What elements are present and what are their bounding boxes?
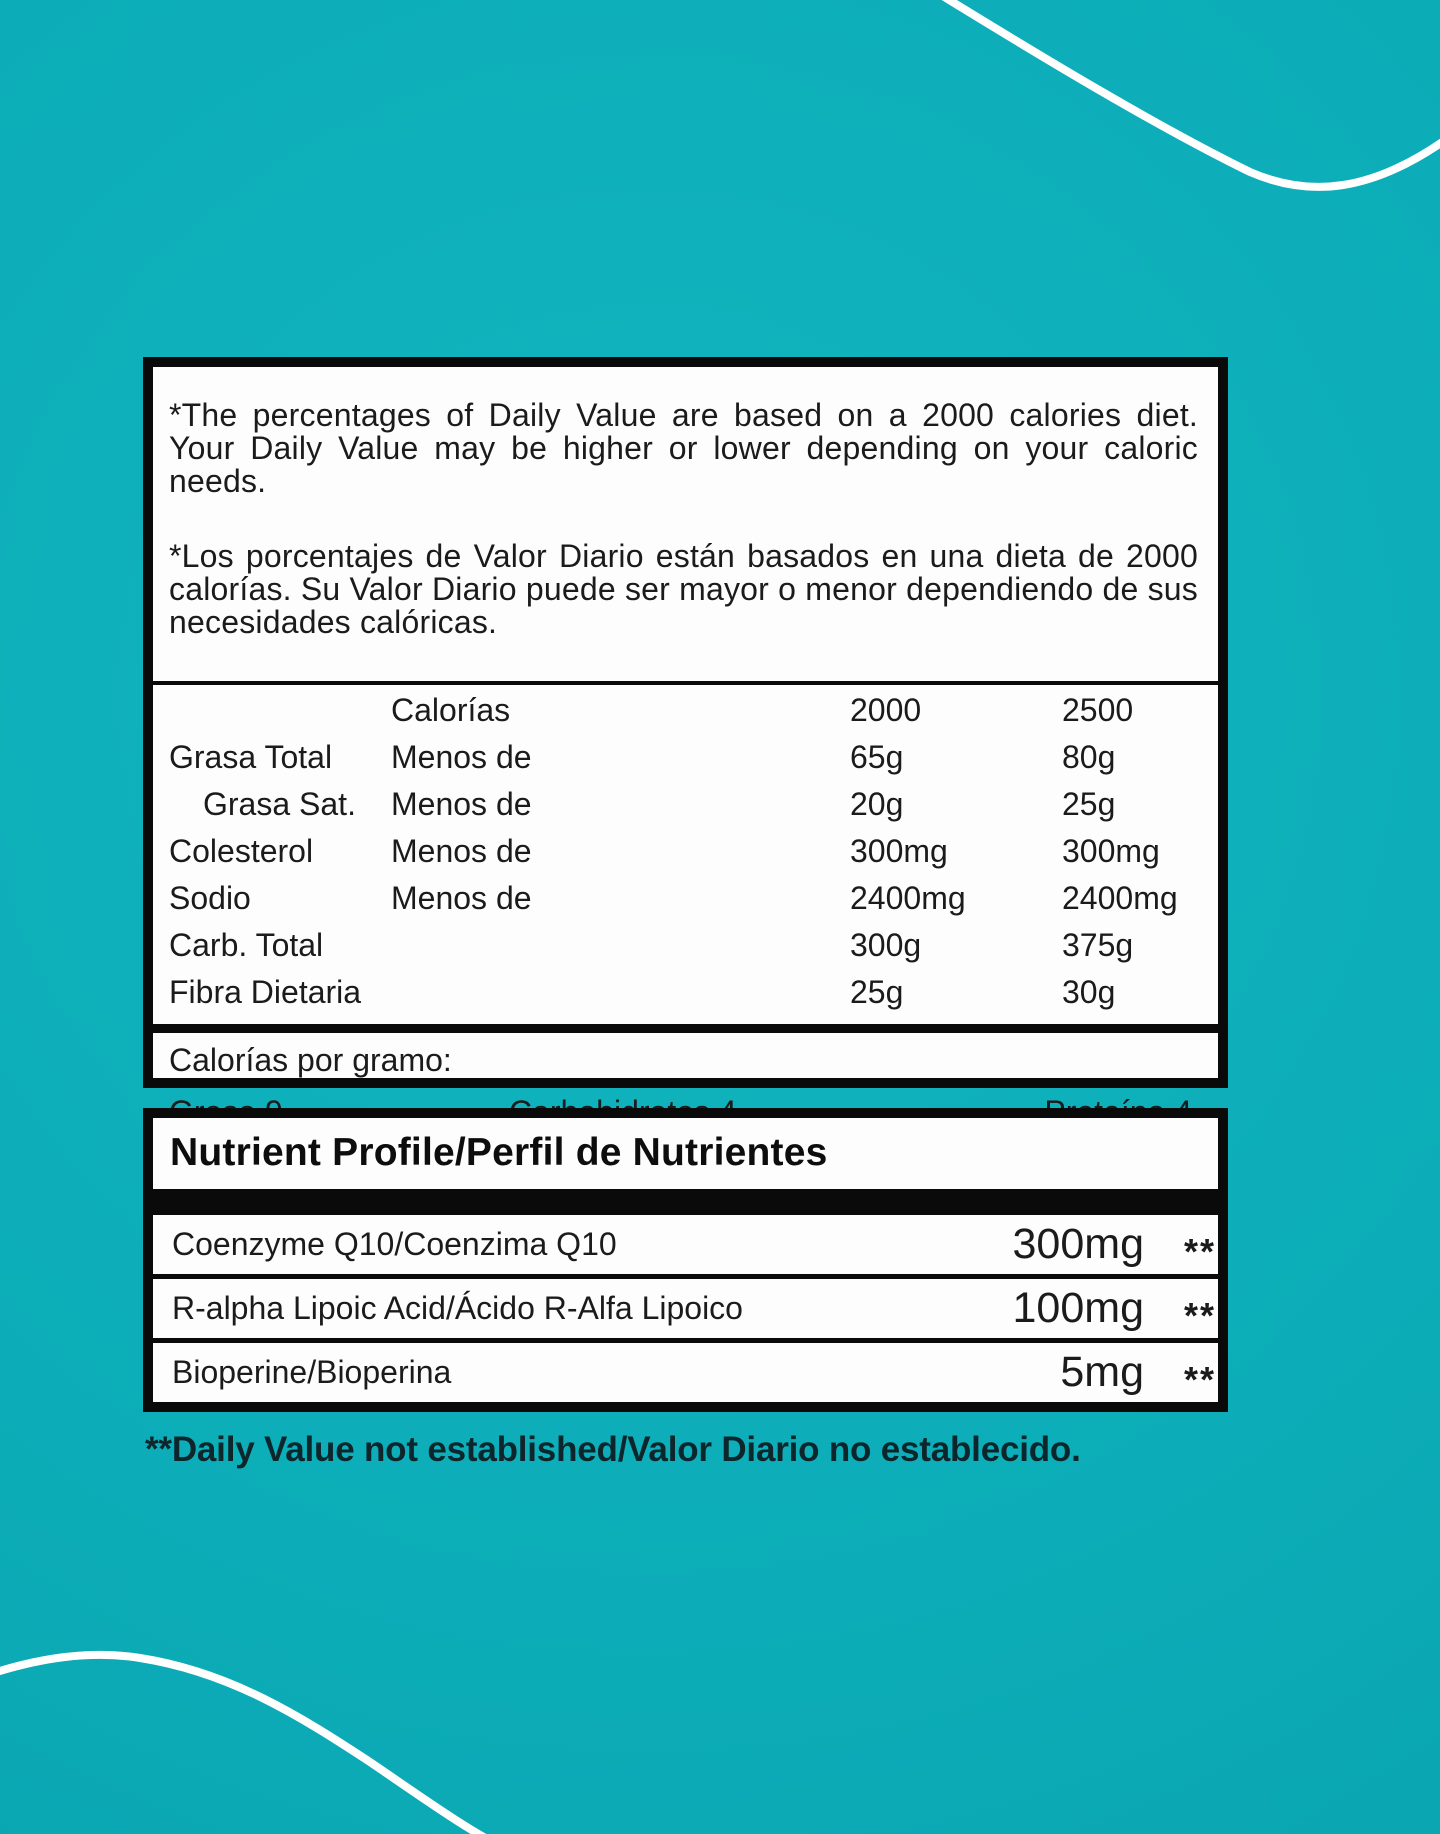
nutrient-row <box>153 1274 1218 1338</box>
calories-per-gram-title: Calorías por gramo: <box>169 1042 452 1078</box>
nutrient-rows <box>153 1215 1218 1402</box>
daily-value-footnote: **Daily Value not established/Valor Diario no establecido. <box>145 1430 1081 1469</box>
row-2000-value: 300mg <box>850 833 948 869</box>
row-2500-value: 2400mg <box>1062 880 1178 916</box>
calories-per-gram-divider <box>153 1024 1218 1033</box>
daily-value-box <box>143 357 1228 1088</box>
row-2000-value: 20g <box>850 786 904 822</box>
row-label: Carb. Total <box>169 927 324 963</box>
row-2500-value: 300mg <box>1062 833 1160 869</box>
nutrient-name: R-alpha Lipoic Acid/Ácido R-Alfa Lipoico <box>172 1290 743 1326</box>
nutrient-amount: 300mg <box>1012 1220 1144 1268</box>
row-2500-value: 25g <box>1062 786 1116 822</box>
row-qualifier: Menos de <box>391 786 532 822</box>
nutrient-profile-title: Nutrient Profile/Perfil de Nutrientes <box>170 1131 828 1174</box>
row-label: Grasa Sat. <box>203 786 356 822</box>
row-2500-value: 80g <box>1062 739 1116 775</box>
nutrient-name: Coenzyme Q10/Coenzima Q10 <box>172 1226 617 1262</box>
daily-value-note-spanish: *Los porcentajes de Valor Diario están basados en una dieta de 2000 calorías. Su Valor Diario puede ser mayor o menor dependiendo de sus necesidades calóricas. <box>169 538 1198 640</box>
table-row <box>169 875 1198 922</box>
table-row <box>169 828 1198 875</box>
row-qualifier: Menos de <box>391 833 532 869</box>
section-divider <box>153 681 1218 685</box>
header-2000-cell: 2000 <box>850 692 922 728</box>
header-2500-cell: 2500 <box>1062 692 1134 728</box>
row-2500-value: 375g <box>1062 927 1134 963</box>
table-row <box>169 781 1198 828</box>
table-row <box>169 922 1198 969</box>
nutrient-amount: 5mg <box>1060 1348 1144 1396</box>
row-2000-value: 2400mg <box>850 880 966 916</box>
nutrient-name: Bioperine/Bioperina <box>172 1354 452 1390</box>
row-qualifier: Menos de <box>391 880 532 916</box>
nutrient-row <box>153 1338 1218 1402</box>
row-label: Grasa Total <box>169 739 333 775</box>
row-2500-value: 30g <box>1062 974 1116 1010</box>
row-qualifier: Menos de <box>391 739 532 775</box>
nutrient-daily-value-asterisks: ** <box>1183 1294 1216 1336</box>
row-label: Fibra Dietaria <box>169 974 362 1010</box>
row-label: Colesterol <box>169 833 314 869</box>
nutrient-amount: 100mg <box>1012 1284 1144 1332</box>
top-right-curve-line <box>933 0 1440 187</box>
daily-value-table <box>169 687 1198 1016</box>
row-2000-value: 300g <box>850 927 922 963</box>
bottom-left-curve-line <box>0 1655 508 1834</box>
table-header-row <box>169 687 1198 734</box>
nutrient-profile-header-bar <box>153 1189 1218 1215</box>
nutrient-row <box>153 1215 1218 1274</box>
nutrient-profile-box <box>143 1108 1228 1412</box>
table-row <box>169 734 1198 781</box>
row-2000-value: 65g <box>850 739 904 775</box>
row-label: Sodio <box>169 880 251 916</box>
table-row <box>169 969 1198 1016</box>
header-calories-cell: Calorías <box>391 692 511 728</box>
nutrient-daily-value-asterisks: ** <box>1183 1230 1216 1272</box>
nutrient-daily-value-asterisks: ** <box>1183 1358 1216 1400</box>
daily-value-note-english: *The percentages of Daily Value are based on a 2000 calories diet. Your Daily Value may be higher or lower depending on your caloric needs. <box>169 397 1198 499</box>
row-2000-value: 25g <box>850 974 904 1010</box>
